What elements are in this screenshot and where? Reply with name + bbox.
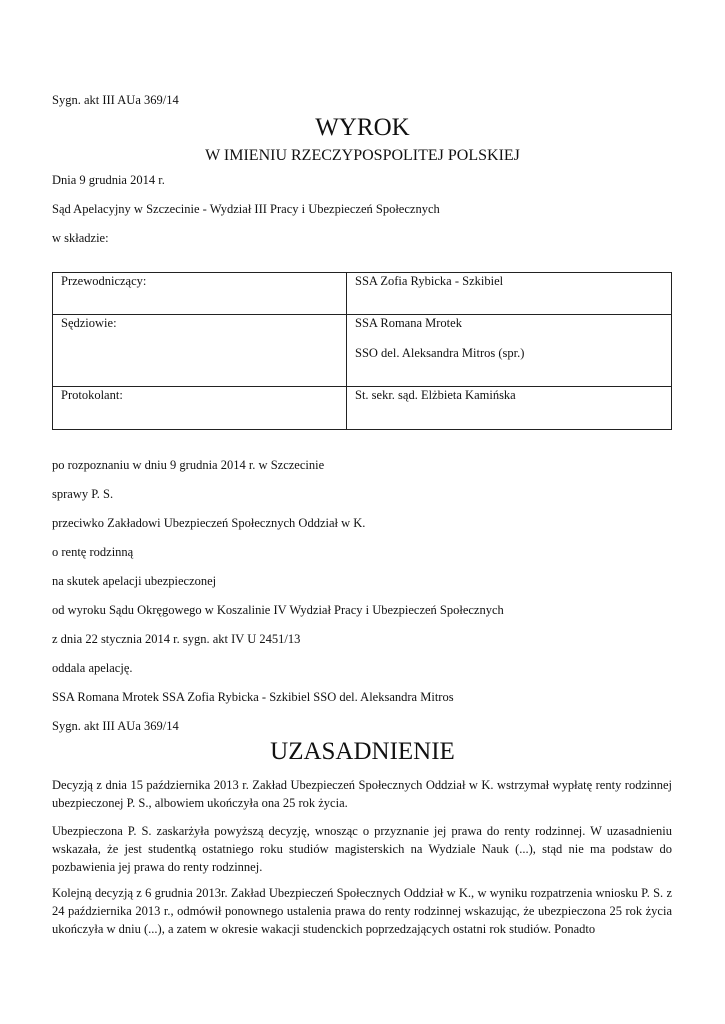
panel-names: SSA Romana Mrotek SSO del. Aleksandra Mitros (spr.)	[347, 315, 672, 387]
ruling-line: po rozpoznaniu w dniu 9 grudnia 2014 r. w Szczecinie	[52, 458, 325, 472]
panel-role: Przewodniczący:	[53, 273, 347, 315]
justification-paragraph: Kolejną decyzją z 6 grudnia 2013r. Zakład Ubezpieczeń Społecznych Oddział w K., w wyniku rozpatrzenia wniosku P. S. z 24 października 2013 r., odmówił ponownego ustalenia prawa do renty rodzinnej wskazując, że ubezpieczona 25 rok życia ukończyła w dniu (...), a zatem w okresie wakacji studenckich poprzedzających ostatni rok studiów. Ponadto	[52, 886, 672, 936]
ruling-verdict: oddala apelację.	[52, 661, 133, 675]
case-number: Sygn. akt III AUa 369/14	[52, 719, 179, 733]
ruling-line: z dnia 22 stycznia 2014 r. sygn. akt IV U 2451/13	[52, 632, 301, 646]
document-subtitle: W IMIENIU RZECZYPOSPOLITEJ POLSKIEJ	[205, 147, 520, 164]
ruling-line: od wyroku Sądu Okręgowego w Koszalinie IV Wydział Pracy i Ubezpieczeń Społecznych	[52, 603, 504, 617]
document-title: WYROK	[315, 114, 410, 141]
court-panel-table	[52, 272, 672, 430]
case-number: Sygn. akt III AUa 369/14	[52, 93, 179, 107]
panel-role: Sędziowie:	[53, 315, 347, 387]
panel-role: Protokolant:	[53, 387, 347, 430]
justification-paragraph: Ubezpieczona P. S. zaskarżyła powyższą decyzję, wnosząc o przyznanie jej prawa do renty rodzinnej. W uzasadnieniu wskazała, że jest studentką ostatniego roku studiów magisterskich na Wydziale Nauk (...), stąd nie ma podstaw do pozbawienia jej prawa do renty rodzinnej.	[52, 824, 672, 874]
panel-row-chair	[53, 273, 672, 315]
panel-names: St. sekr. sąd. Elżbieta Kamińska	[347, 387, 672, 430]
justification-paragraph: Decyzją z dnia 15 października 2013 r. Zakład Ubezpieczeń Społecznych Oddział w K. wstrzymał wypłatę renty rodzinnej ubezpieczonej P. S., albowiem ukończyła ona 25 rok życia.	[52, 778, 672, 810]
court-name: Sąd Apelacyjny w Szczecinie - Wydział III Pracy i Ubezpieczeń Społecznych	[52, 202, 440, 216]
ruling-line: przeciwko Zakładowi Ubezpieczeń Społecznych Oddział w K.	[52, 516, 366, 530]
panel-row-judges	[53, 315, 672, 387]
panel-row-clerk	[53, 387, 672, 430]
signatures: SSA Romana Mrotek SSA Zofia Rybicka - Szkibiel SSO del. Aleksandra Mitros	[52, 690, 454, 704]
judgment-date: Dnia 9 grudnia 2014 r.	[52, 173, 165, 187]
justification-title: UZASADNIENIE	[270, 738, 455, 765]
ruling-line: na skutek apelacji ubezpieczonej	[52, 574, 217, 588]
ruling-line: sprawy P. S.	[52, 487, 114, 501]
composition-label: w składzie:	[52, 231, 109, 245]
panel-names: SSA Zofia Rybicka - Szkibiel	[347, 273, 672, 315]
ruling-line: o rentę rodzinną	[52, 545, 134, 559]
